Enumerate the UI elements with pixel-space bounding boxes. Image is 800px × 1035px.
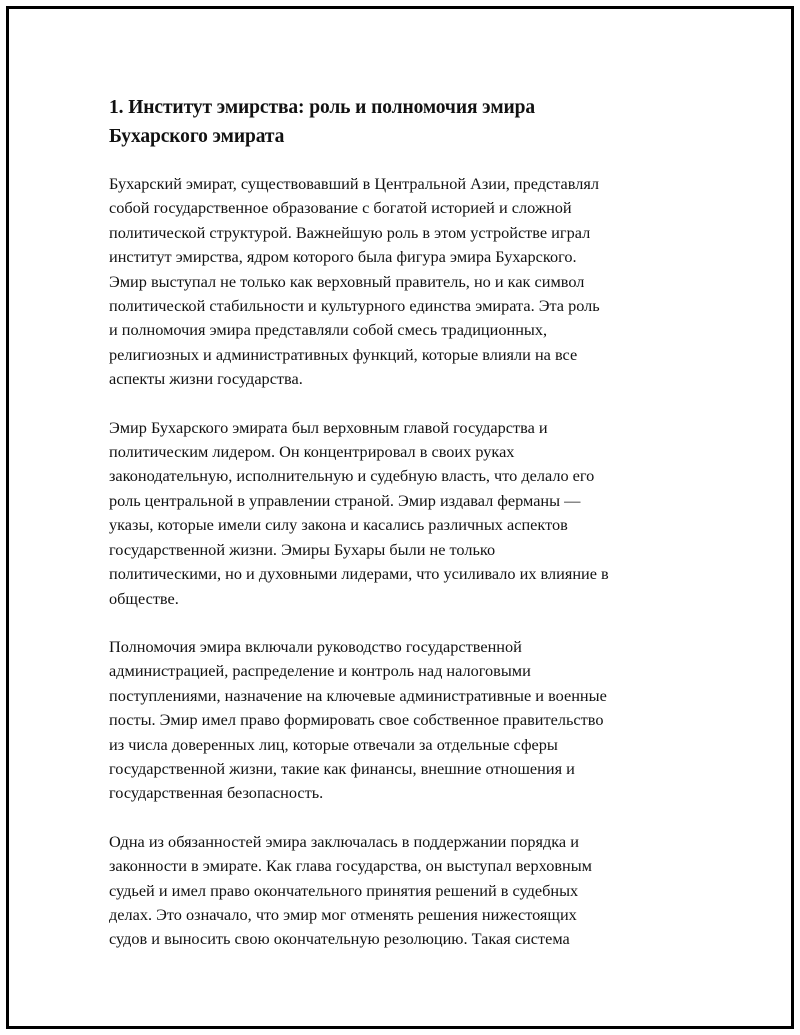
text-line: поступлениями, назначение на ключевые административные и военные (109, 685, 607, 705)
text-line: Эмир Бухарского эмирата был верховным главой государства и (109, 417, 548, 437)
text-line: политическими, но и духовными лидерами, что усиливало их влияние в (109, 564, 609, 584)
text-line: законодательную, исполнительную и судебную власть, что делало его (109, 466, 595, 486)
text-line: Эмир выступал не только как верховный правитель, но и как символ (109, 271, 585, 291)
heading-line: 1. Институт эмирства: роль и полномочия эмира (109, 97, 536, 118)
text-line: Одна из обязанностей эмира заключалась в поддержании порядка и (109, 831, 579, 851)
text-line: посты. Эмир имел право формировать свое собственное правительство (109, 710, 604, 730)
text-line: политическим лидером. Он концентрировал в своих руках (109, 442, 515, 462)
paragraph-3 (109, 635, 689, 806)
text-line: собой государственное образование с богатой историей и сложной (109, 198, 572, 218)
text-line: государственной жизни, такие как финансы, внешние отношения и (109, 758, 575, 778)
text-line: судьей и имел право окончательного принятия решений в судебных (109, 880, 579, 900)
text-line: политической структурой. Важнейшую роль в этом устройстве играл (109, 222, 591, 242)
document-body (109, 93, 689, 976)
paragraph-1 (109, 172, 689, 392)
heading-line: Бухарского эмирата (109, 126, 285, 147)
text-line: судов и выносить свою окончательную резолюцию. Такая система (109, 929, 570, 949)
text-line: религиозных и административных функций, которые влияли на все (109, 344, 578, 364)
paragraph-4 (109, 830, 689, 952)
text-line: из числа доверенных лиц, которые отвечали за отдельные сферы (109, 734, 558, 754)
text-line: делах. Это означало, что эмир мог отменять решения нижестоящих (109, 904, 577, 924)
text-line: политической стабильности и культурного единства эмирата. Эта роль (109, 296, 600, 316)
text-line: роль центральной в управлении страной. Эмир издавал ферманы — (109, 490, 581, 510)
text-line: Бухарский эмират, существовавший в Центральной Азии, представлял (109, 174, 599, 193)
text-line: и полномочия эмира представляли собой смесь традиционных, (109, 320, 548, 340)
text-line: законности в эмирате. Как глава государства, он выступал верховным (109, 856, 592, 876)
text-line: указы, которые имели силу закона и касались различных аспектов (109, 515, 568, 535)
text-line: государственная безопасность. (109, 783, 324, 803)
text-line: аспекты жизни государства. (109, 369, 303, 389)
text-line: государственной жизни. Эмиры Бухары были не только (109, 539, 496, 559)
text-line: обществе. (109, 588, 179, 608)
section-heading (109, 93, 689, 151)
text-line: администрацией, распределение и контроль над налоговыми (109, 661, 531, 681)
text-line: институт эмирства, ядром которого была фигура эмира Бухарского. (109, 247, 577, 267)
paragraph-2 (109, 416, 689, 611)
text-line: Полномочия эмира включали руководство государственной (109, 636, 522, 656)
